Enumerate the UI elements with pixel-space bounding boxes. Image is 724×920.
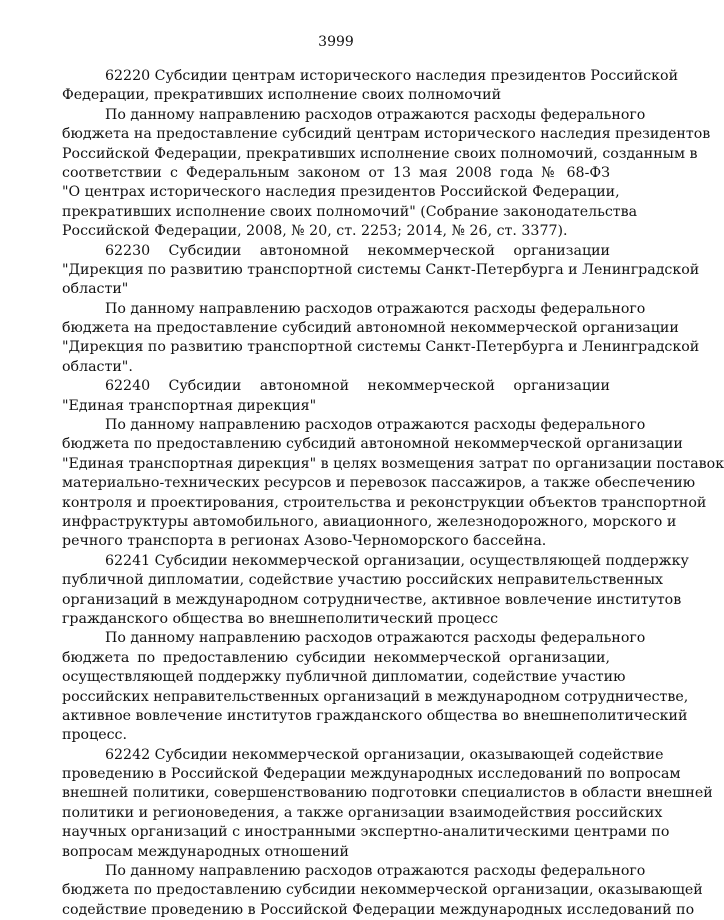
text-line: бюджета по предоставлению субсидии некоммерческой организации,: [62, 649, 610, 666]
text-line: материально-технических ресурсов и перевозок пассажиров, а также обеспечению: [62, 475, 696, 492]
text-line: речного транспорта в регионах Азово-Черноморского бассейна.: [62, 533, 547, 550]
text-line: бюджета на предоставление субсидий центрам исторического наследия президентов: [62, 126, 711, 143]
text-line: Федерации, прекративших исполнение своих полномочий: [62, 87, 502, 104]
text-line: активное вовлечение институтов гражданского общества во внешнеполитический: [62, 707, 688, 724]
text-line: бюджета по предоставлению субсидий автономной некоммерческой организации: [62, 436, 683, 453]
text-line: российских неправительственных организаций в международном сотрудничестве,: [62, 688, 689, 705]
text-line: 62242 Субсидии некоммерческой организации, оказывающей содействие: [105, 746, 664, 763]
text-line: политики и регионоведения, а также организации взаимодействия российских: [62, 804, 663, 821]
text-line: содействие проведению в Российской Федерации международных исследований по: [62, 901, 695, 918]
text-line: Российской Федерации, прекративших исполнение своих полномочий, созданным в: [62, 145, 698, 162]
text-line: гражданского общества во внешнеполитический процесс: [62, 610, 499, 627]
text-line: вопросам международных отношений: [62, 843, 349, 860]
text-line: проведению в Российской Федерации международных исследований по вопросам: [62, 766, 681, 783]
text-line: "Дирекция по развитию транспортной системы Санкт-Петербурга и Ленинградской: [62, 261, 700, 278]
text-line: контроля и проектирования, строительства и реконструкции объектов транспортной: [62, 494, 707, 511]
text-line: процесс.: [62, 727, 128, 744]
text-line: соответствии с Федеральным законом от 13 мая 2008 года № 68-ФЗ: [62, 164, 610, 181]
text-line: 62240 Субсидии автономной некоммерческой организации: [105, 378, 610, 395]
text-line: Российской Федерации, 2008, № 20, ст. 2253; 2014, № 26, ст. 3377).: [62, 223, 568, 240]
text-line: 62241 Субсидии некоммерческой организации, осуществляющей поддержку: [105, 552, 689, 569]
text-line: публичной дипломатии, содействие участию российских неправительственных: [62, 572, 664, 589]
text-line: "Единая транспортная дирекция" в целях возмещения затрат по организации поставок: [62, 455, 724, 472]
text-line: По данному направлению расходов отражаются расходы федерального: [105, 300, 646, 317]
text-line: "О центрах исторического наследия президентов Российской Федерации,: [62, 184, 620, 201]
text-line: бюджета по предоставлению субсидии некоммерческой организации, оказывающей: [62, 882, 703, 899]
text-line: По данному направлению расходов отражаются расходы федерального: [105, 417, 646, 434]
body-text: [62, 67, 724, 920]
text-line: По данному направлению расходов отражаются расходы федерального: [105, 863, 646, 880]
text-line: инфраструктуры автомобильного, авиационного, железнодорожного, морского и: [62, 513, 677, 530]
text-line: 62220 Субсидии центрам исторического наследия президентов Российской: [105, 68, 679, 84]
text-line: По данному направлению расходов отражаются расходы федерального: [105, 106, 646, 123]
text-line: организаций в международном сотрудничестве, активное вовлечение институтов: [62, 591, 682, 608]
text-line: "Единая транспортная дирекция": [62, 397, 317, 414]
text-line: бюджета на предоставление субсидий автономной некоммерческой организации: [62, 320, 679, 337]
text-line: 62230 Субсидии автономной некоммерческой организации: [105, 242, 610, 259]
text-line: научных организаций с иностранными экспертно-аналитическими центрами по: [62, 824, 670, 841]
text-line: внешней политики, совершенствованию подготовки специалистов в области внешней: [62, 785, 713, 802]
text-line: области".: [62, 358, 133, 375]
page-number: 3999: [318, 34, 354, 50]
text-line: прекративших исполнение своих полномочий" (Собрание законодательства: [62, 203, 638, 220]
text-line: области": [62, 281, 129, 298]
text-line: осуществляющей поддержку публичной дипломатии, содействие участию: [62, 669, 626, 686]
text-line: "Дирекция по развитию транспортной системы Санкт-Петербурга и Ленинградской: [62, 339, 700, 356]
text-line: По данному направлению расходов отражаются расходы федерального: [105, 630, 646, 647]
